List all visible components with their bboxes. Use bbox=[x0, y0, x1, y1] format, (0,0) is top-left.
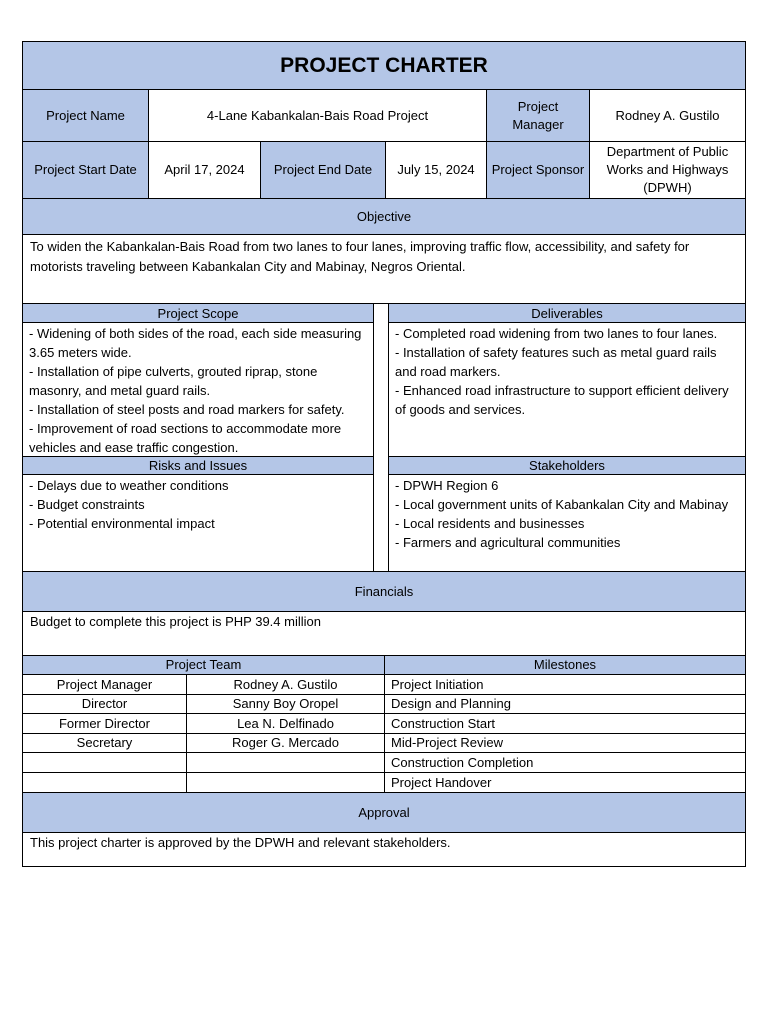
team-member: Lea N. Delfinado bbox=[186, 714, 384, 733]
table-row bbox=[23, 714, 384, 734]
team-member: Roger G. Mercado bbox=[186, 734, 384, 753]
team-milestones-header-row bbox=[22, 656, 746, 675]
team-member: Rodney A. Gustilo bbox=[186, 675, 384, 694]
team-role: Former Director bbox=[58, 715, 150, 731]
stakeholders-text: - DPWH Region 6 - Local government units of Kabankalan City and Mabinay - Local residents and businesses - Farmers and agricultural communities bbox=[395, 478, 729, 550]
team-role: Director bbox=[81, 696, 128, 712]
end-date-value: July 15, 2024 bbox=[385, 142, 486, 198]
sponsor-label: Project Sponsor bbox=[486, 142, 589, 198]
list-item bbox=[385, 753, 745, 773]
approval-header-row bbox=[22, 793, 746, 833]
risks-label: Risks and Issues bbox=[23, 456, 373, 475]
financials-label: Financials bbox=[23, 572, 745, 611]
milestones-table bbox=[384, 675, 745, 792]
scope-deliverables-section bbox=[22, 304, 746, 572]
team-member bbox=[186, 773, 384, 793]
project-manager-label: Project Manager bbox=[486, 90, 589, 141]
project-manager-value: Rodney A. Gustilo bbox=[589, 90, 745, 141]
team-role bbox=[23, 753, 186, 772]
project-name-label: Project Name bbox=[23, 90, 148, 141]
financials-text: Budget to complete this project is PHP 39.4 million bbox=[30, 614, 321, 629]
milestone: Project Initiation bbox=[391, 676, 484, 692]
list-item bbox=[385, 695, 745, 715]
team-role: Project Manager bbox=[56, 676, 153, 692]
deliverables-text: - Completed road widening from two lanes to four lanes. - Installation of safety features such as metal guard rails and road markers. - Enhanced road infrastructure to support efficient delivery of goods and services. bbox=[395, 326, 729, 417]
team-role: Secretary bbox=[76, 735, 133, 751]
team-milestones-grid bbox=[22, 675, 746, 793]
financials-body-row bbox=[22, 612, 746, 656]
milestones-label: Milestones bbox=[384, 656, 745, 674]
dates-row bbox=[22, 142, 746, 199]
start-date-label: Project Start Date bbox=[23, 142, 148, 198]
objective-text: To widen the Kabankalan-Bais Road from two lanes to four lanes, improving traffic flow, accessibility, and safety for motorists traveling between Kabankalan City and Mabinay, Negros Oriental. bbox=[30, 239, 690, 274]
table-row bbox=[23, 695, 384, 715]
table-row bbox=[23, 773, 384, 793]
deliverables-label: Deliverables bbox=[389, 304, 745, 323]
project-name-value: 4-Lane Kabankalan-Bais Road Project bbox=[148, 90, 486, 141]
list-item bbox=[385, 714, 745, 734]
risks-text: - Delays due to weather conditions - Budget constraints - Potential environmental impact bbox=[29, 478, 229, 531]
financials-header-row bbox=[22, 572, 746, 612]
scope-label: Project Scope bbox=[23, 304, 373, 323]
project-charter-table bbox=[22, 41, 746, 867]
title-row bbox=[22, 41, 746, 90]
stakeholders-label: Stakeholders bbox=[389, 456, 745, 475]
approval-label: Approval bbox=[23, 793, 745, 832]
approval-body-row bbox=[22, 833, 746, 867]
list-item bbox=[385, 734, 745, 754]
team-table bbox=[23, 675, 384, 792]
start-date-value: April 17, 2024 bbox=[148, 142, 260, 198]
list-item bbox=[385, 675, 745, 695]
milestone: Construction Start bbox=[391, 715, 496, 731]
milestone: Project Handover bbox=[391, 774, 492, 790]
approval-text: This project charter is approved by the DPWH and relevant stakeholders. bbox=[30, 835, 451, 850]
table-row bbox=[23, 675, 384, 695]
left-column bbox=[23, 304, 373, 571]
charter-title: PROJECT CHARTER bbox=[23, 42, 745, 89]
right-column bbox=[389, 304, 745, 571]
milestone: Design and Planning bbox=[391, 696, 511, 712]
table-row bbox=[23, 753, 384, 773]
team-member: Sanny Boy Oropel bbox=[186, 695, 384, 714]
table-row bbox=[23, 734, 384, 754]
objective-label: Objective bbox=[23, 199, 745, 234]
milestone: Construction Completion bbox=[391, 754, 534, 770]
objective-header-row bbox=[22, 199, 746, 235]
team-member bbox=[186, 753, 384, 772]
column-gap bbox=[373, 304, 389, 571]
project-info-row bbox=[22, 90, 746, 142]
team-label: Project Team bbox=[23, 656, 384, 674]
list-item bbox=[385, 773, 745, 793]
scope-text: - Widening of both sides of the road, each side measuring 3.65 meters wide. - Installation of pipe culverts, grouted riprap, stone masonry, and metal guard rails. - Installation of steel posts and road markers for safety. - Improvement of road sections to accommodate more vehicles and ease traffic congestion. bbox=[29, 326, 362, 455]
objective-body-row bbox=[22, 235, 746, 304]
team-role bbox=[23, 773, 186, 793]
milestone: Mid-Project Review bbox=[391, 735, 503, 751]
end-date-label: Project End Date bbox=[260, 142, 385, 198]
sponsor-value: Department of Public Works and Highways (DPWH) bbox=[589, 142, 745, 198]
